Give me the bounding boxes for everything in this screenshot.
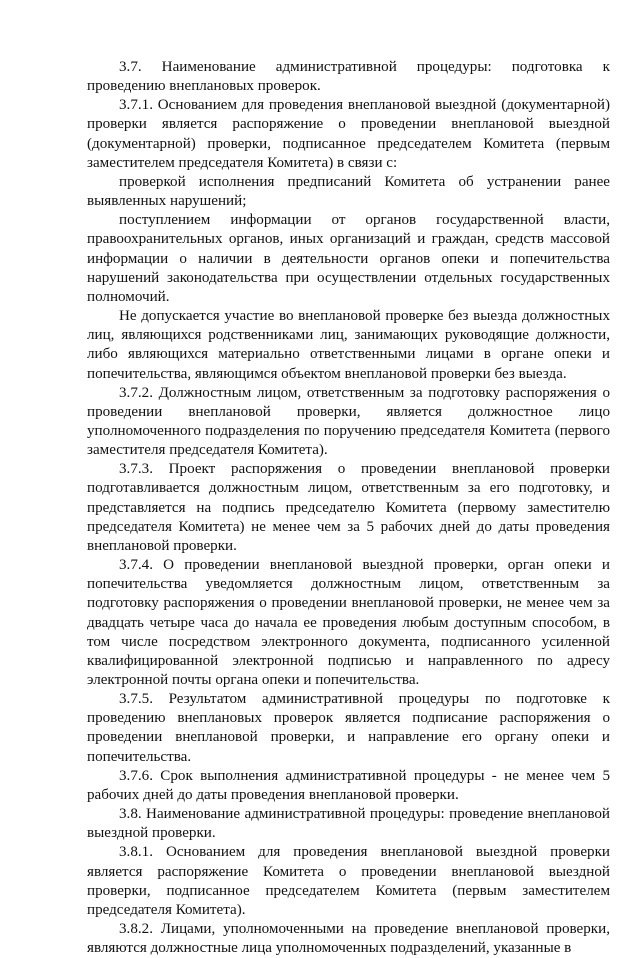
- paragraph-3-7-1: 3.7.1. Основанием для проведения внеплановой выездной (документарной) проверки является распоряжение о проведении внеплановой выездной (документарной) проверки, подписанное председателем Комитета (первым заместителем председателя Комитета) в связи с:: [87, 97, 610, 171]
- paragraph-restriction: Не допускается участие во внеплановой проверке без выезда должностных лиц, являющихся родственниками лиц, занимающих руководящие должности, либо являющихся материально ответственными лицами в органе опеки и попечительства, являющимся объектом внеплановой проверки без выезда.: [87, 308, 610, 382]
- paragraph-3-7: 3.7. Наименование административной процедуры: подготовка к проведению внеплановых проверок.: [87, 59, 610, 95]
- paragraph-3-7-1-item-2: поступлением информации от органов государственной власти, правоохранительных органов, иных организаций и граждан, средств массовой информации о наличии в деятельности органов опеки и попечительства нарушений законодательства при осуществлении отдельных государственных полномочий.: [87, 212, 610, 305]
- paragraph-3-7-6: 3.7.6. Срок выполнения административной процедуры - не менее чем 5 рабочих дней до даты проведения внеплановой проверки.: [87, 767, 610, 803]
- paragraph-3-7-5: 3.7.5. Результатом административной процедуры по подготовке к проведению внеплановых проверок является подписание распоряжения о проведении внеплановой проверки, и направление его органу опеки и попечительства.: [87, 691, 610, 765]
- paragraph-3-7-1-item-1: проверкой исполнения предписаний Комитета об устранении ранее выявленных нарушений;: [87, 173, 610, 210]
- paragraph-3-8: 3.8. Наименование административной процедуры: проведение внеплановой выездной проверки.: [87, 806, 610, 842]
- paragraph-3-7-4: 3.7.4. О проведении внеплановой выездной проверки, орган опеки и попечительства уведомляется должностным лицом, ответственным за подготовку распоряжения о проведении внеплановой проверки, не менее чем за двадцать четыре часа до начала ее проведения любым доступным способом, в том числе посредством электронного документа, подписанного усиленной квалифицированной электронной подписью и направленного по адресу электронной почты органа опеки и попечительства.: [87, 557, 610, 688]
- paragraph-3-8-2: 3.8.2. Лицами, уполномоченными на проведение внеплановой проверки, являются должностные лица уполномоченных подразделений, указанные в: [87, 921, 610, 957]
- paragraph-3-7-2: 3.7.2. Должностным лицом, ответственным за подготовку распоряжения о проведении внеплановой проверки, является должностное лицо уполномоченного подразделения по поручению председателя Комитета (первого заместителя председателя Комитета).: [87, 384, 610, 459]
- paragraph-3-7-3: 3.7.3. Проект распоряжения о проведении внеплановой проверки подготавливается должностным лицом, ответственным за его подготовку, и представляется на подпись председателю Комитета (первому заместителю председателя Комитета) не менее чем за 5 рабочих дней до даты проведения внеплановой проверки.: [87, 461, 610, 554]
- paragraph-3-8-1: 3.8.1. Основанием для проведения внеплановой выездной проверки является распоряжение Комитета о проведении внеплановой выездной проверки, подписанное председателем Комитета (первым заместителем председателя Комитета).: [87, 844, 610, 918]
- document-page: [87, 58, 610, 958]
